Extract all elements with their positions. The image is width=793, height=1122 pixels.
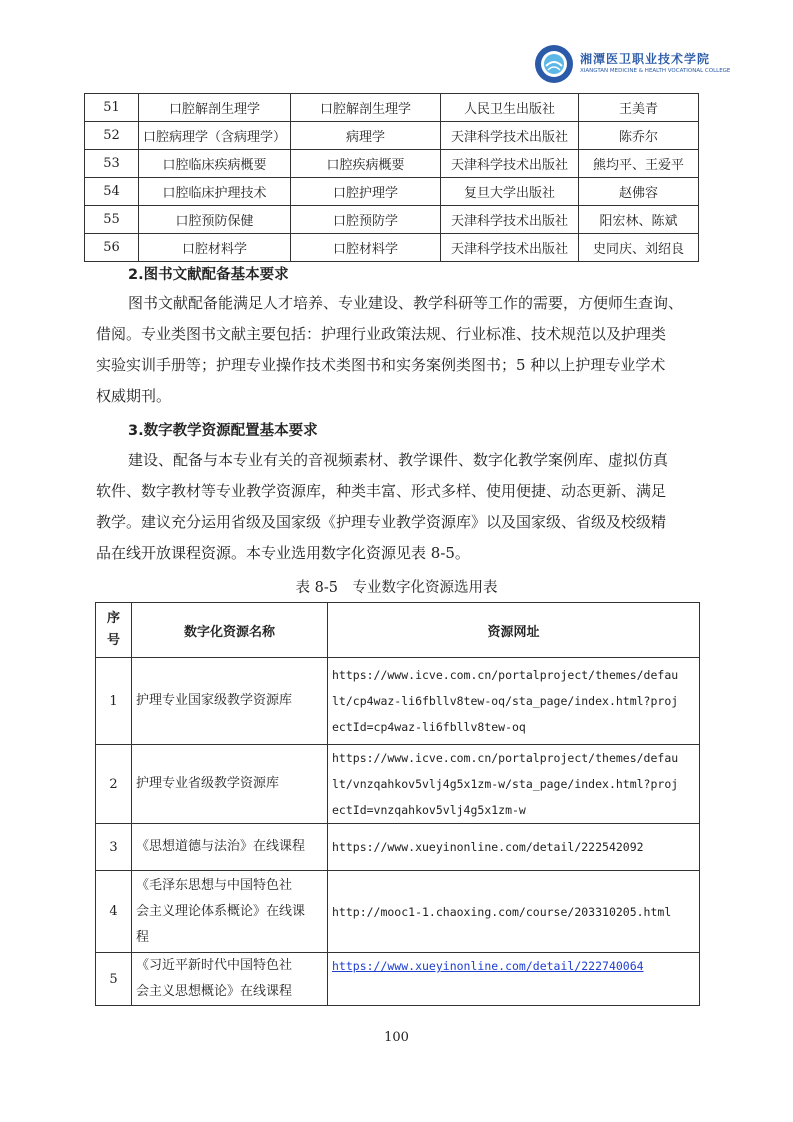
cell-resource-url[interactable] [328,953,700,1006]
cell-no: 3 [96,824,132,871]
cell-book: 口腔预防学 [291,206,441,234]
paragraph-line: 实验实训手册等；护理专业操作技术类图书和实务案例类图书；5 种以上护理专业学术 [96,356,666,374]
table-row [96,824,700,871]
resource-url-line: lt/vnzqahkov5vlj4g5x1zm-w/sta_page/index.html?proj [332,777,679,791]
header-resource-name: 数字化资源名称 [132,603,328,658]
resource-name-line: 《思想道德与法治》在线课程 [136,839,306,854]
resource-name-line: 《习近平新时代中国特色社 [136,958,293,973]
table-row [85,206,699,234]
resource-name-line: 会主义理论体系概论》在线课 [136,903,306,919]
paragraph-line: 教学。建议充分运用省级及国家级《护理专业教学资源库》以及国家级、省级及校级精 [96,513,667,531]
section3-heading: 3.数字教学资源配置基本要求 [128,423,318,439]
cell-no: 51 [85,94,139,122]
page-number: 100 [384,1030,409,1045]
cell-resource-url [328,745,700,824]
table-row [96,871,700,953]
cell-course: 口腔临床疾病概要 [139,150,291,178]
cell-publisher: 天津科学技术出版社 [441,150,579,178]
table-row [85,150,699,178]
cell-resource-name [132,871,328,953]
table-row [85,178,699,206]
cell-author: 赵佛容 [579,178,699,206]
cell-book: 口腔护理学 [291,178,441,206]
table-row [96,658,700,745]
table-header-row [96,603,700,658]
cell-book: 口腔疾病概要 [291,150,441,178]
college-emblem-icon [534,44,574,84]
resource-url-line: https://www.icve.com.cn/portalproject/themes/defau [332,668,679,682]
cell-no: 53 [85,150,139,178]
resource-name-line: 程 [136,929,150,945]
college-name-cn: 湘潭医卫职业技术学院 [580,52,711,66]
cell-publisher: 天津科学技术出版社 [441,234,579,262]
paragraph-line: 软件、数字教材等专业教学资源库，种类丰富、形式多样、使用便捷、动态更新、满足 [96,482,667,500]
table-row [96,953,700,1006]
cell-course: 口腔病理学（含病理学） [139,122,291,150]
paragraph-line: 图书文献配备能满足人才培养、专业建设、教学科研等工作的需要，方便师生查询、 [128,294,684,312]
paragraph-line: 品在线开放课程资源。本专业选用数字化资源见表 8-5。 [96,544,470,562]
cell-resource-name [132,745,328,824]
resource-name-line: 《毛泽东思想与中国特色社 [136,877,293,893]
cell-resource-name [132,824,328,871]
resource-link[interactable]: https://www.xueyinonline.com/detail/222740064 [332,959,644,973]
cell-no: 56 [85,234,139,262]
cell-author: 阳宏林、陈斌 [579,206,699,234]
header-no-line2: 号 [106,633,120,648]
cell-no: 5 [96,953,132,1006]
paragraph-line: 权威期刊。 [96,387,172,405]
cell-book: 病理学 [291,122,441,150]
cell-no: 4 [96,871,132,953]
cell-publisher: 天津科学技术出版社 [441,206,579,234]
cell-author: 熊均平、王爱平 [579,150,699,178]
cell-course: 口腔临床护理技术 [139,178,291,206]
table-row [85,234,699,262]
resource-url-line: http://mooc1-1.chaoxing.com/course/203310205.html [332,904,672,919]
table-caption: 表 8-5 专业数字化资源选用表 [295,580,498,596]
section3-paragraph [96,445,700,569]
cell-resource-url [328,658,700,745]
cell-course: 口腔预防保健 [139,206,291,234]
paragraph-line: 建设、配备与本专业有关的音视频素材、教学课件、数字化教学案例库、虚拟仿真 [128,451,669,469]
cell-no: 1 [96,658,132,745]
resource-url-line: ectId=cp4waz-li6fbllv8tew-oq [332,720,526,734]
cell-course: 口腔解剖生理学 [139,94,291,122]
cell-publisher: 天津科学技术出版社 [441,122,579,150]
resource-name-line: 会主义思想概论》在线课程 [136,984,293,999]
resource-url-line: lt/cp4waz-li6fbllv8tew-oq/sta_page/index.html?proj [332,694,679,708]
cell-publisher: 复旦大学出版社 [441,178,579,206]
cell-resource-name [132,658,328,745]
cell-author: 史同庆、刘绍良 [579,234,699,262]
cell-no: 55 [85,206,139,234]
cell-no: 52 [85,122,139,150]
college-name-en: XIANGTAN MEDICINE & HEALTH VOCATIONAL COLLEGE [580,68,731,74]
cell-publisher: 人民卫生出版社 [441,94,579,122]
resource-url-line: https://www.xueyinonline.com/detail/222542092 [332,840,644,854]
table-row [85,122,699,150]
cell-resource-name [132,953,328,1006]
header-no [96,603,132,658]
digital-resources-table [95,602,700,1006]
resource-name-line: 护理专业省级教学资源库 [136,776,280,791]
textbook-table [84,93,699,262]
resource-name-line: 护理专业国家级教学资源库 [136,693,293,708]
cell-book: 口腔解剖生理学 [291,94,441,122]
resource-url-line: https://www.icve.com.cn/portalproject/themes/defau [332,751,679,765]
cell-no: 54 [85,178,139,206]
cell-author: 王美青 [579,94,699,122]
header-no-line1: 序 [106,611,120,626]
section2-paragraph [96,288,700,412]
college-logo [534,44,731,88]
resource-url-line: ectId=vnzqahkov5vlj4g5x1zm-w [332,803,526,817]
header-resource-url: 资源网址 [328,603,700,658]
table-row [85,94,699,122]
cell-author: 陈乔尔 [579,122,699,150]
cell-no: 2 [96,745,132,824]
table-row [96,745,700,824]
cell-book: 口腔材料学 [291,234,441,262]
cell-course: 口腔材料学 [139,234,291,262]
cell-resource-url [328,871,700,953]
paragraph-line: 借阅。专业类图书文献主要包括：护理行业政策法规、行业标准、技术规范以及护理类 [96,325,667,343]
cell-resource-url [328,824,700,871]
section2-heading: 2.图书文献配备基本要求 [128,267,289,283]
